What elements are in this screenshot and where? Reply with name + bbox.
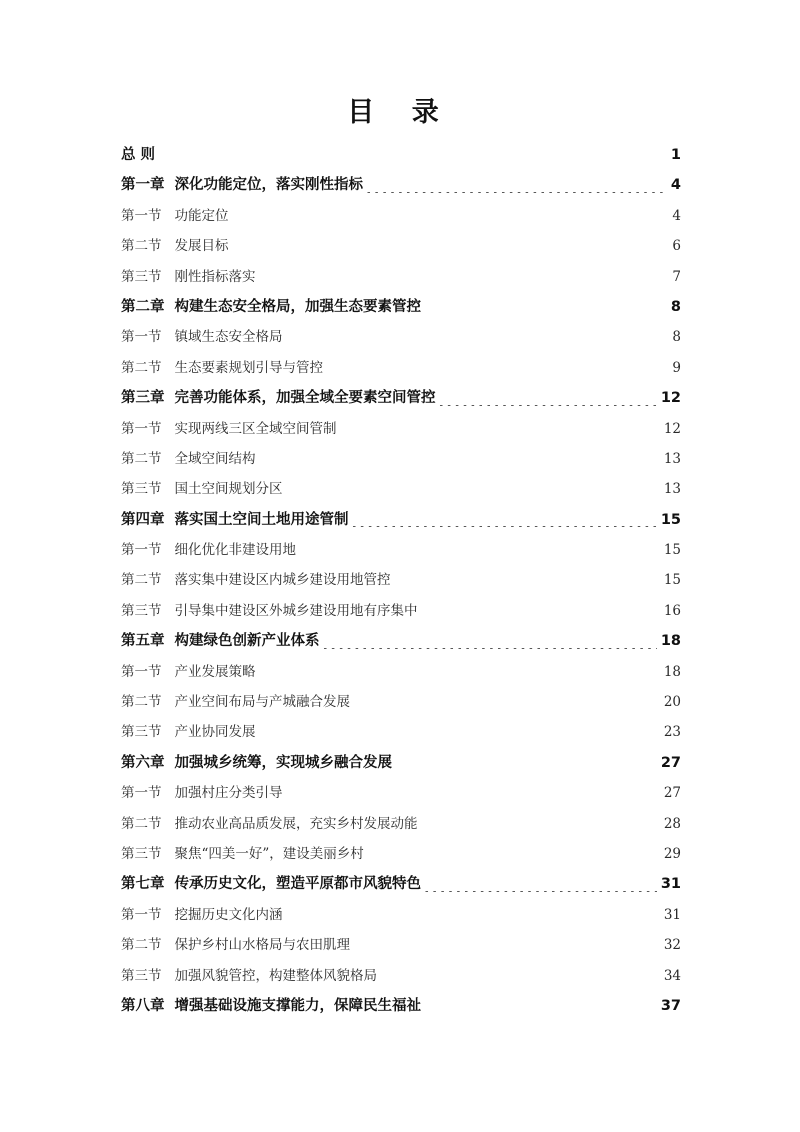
toc-dot-leader — [439, 391, 657, 406]
toc-dot-leader — [424, 877, 657, 892]
toc-section-entry[interactable] — [121, 535, 681, 565]
toc-dot-leader — [394, 574, 660, 588]
toc-entry-title: 产业协同发展 — [174, 724, 256, 741]
toc-entry-title: 增强基础设施支撑能力，保障民生福祉 — [174, 997, 421, 1014]
toc-dot-leader — [299, 544, 660, 558]
toc-dot-leader — [353, 939, 660, 953]
toc-entry-label — [121, 201, 229, 231]
toc-entry-label — [121, 353, 323, 383]
toc-entry-number: 第三节 — [121, 724, 162, 741]
toc-section-entry[interactable] — [121, 231, 681, 261]
toc-page-number: 32 — [663, 937, 681, 954]
toc-entry-label — [121, 535, 296, 565]
toc-entry-label — [121, 839, 364, 869]
toc-entry-number: 第一节 — [121, 785, 162, 802]
toc-chapter-entry[interactable] — [121, 869, 681, 899]
toc-entry-number: 第一节 — [121, 542, 162, 559]
toc-dot-leader — [367, 847, 660, 861]
toc-chapter-entry[interactable] — [121, 505, 681, 535]
toc-entry-label — [121, 626, 320, 656]
toc-entry-label — [121, 991, 421, 1021]
toc-page-number: 28 — [663, 815, 681, 832]
toc-entry-title: 功能定位 — [174, 207, 229, 224]
toc-page-number: 37 — [660, 997, 681, 1014]
toc-chapter-entry[interactable] — [121, 292, 681, 322]
toc-page-number: 18 — [663, 663, 681, 680]
toc-dot-leader — [421, 817, 660, 831]
toc-entry-title: 聚焦“四美一好”，建设美丽乡村 — [174, 845, 364, 862]
toc-entry-label — [121, 231, 229, 261]
toc-entry-label — [121, 414, 337, 444]
toc-dot-leader — [259, 726, 660, 740]
toc-entry-label — [121, 717, 256, 747]
toc-page-number: 9 — [672, 359, 681, 376]
toc-entry-title: 推动农业高品质发展，充实乡村发展动能 — [174, 815, 418, 832]
toc-section-entry[interactable] — [121, 596, 681, 626]
toc-page-number: 8 — [672, 329, 681, 346]
toc-section-entry[interactable] — [121, 322, 681, 352]
toc-entry-label — [121, 596, 418, 626]
toc-entry-number: 第一节 — [121, 663, 162, 680]
toc-entry-title: 发展目标 — [174, 238, 229, 255]
toc-section-entry[interactable] — [121, 565, 681, 595]
toc-page-number: 20 — [663, 694, 681, 711]
toc-entry-number: 第一节 — [121, 329, 162, 346]
toc-dot-leader — [352, 513, 657, 528]
toc-entry-title: 产业发展策略 — [174, 663, 256, 680]
toc-dot-leader — [366, 178, 667, 193]
toc-chapter-entry[interactable] — [121, 748, 681, 778]
toc-page-number: 4 — [672, 207, 681, 224]
toc-chapter-entry[interactable] — [121, 140, 681, 170]
toc-section-entry[interactable] — [121, 778, 681, 808]
toc-page-number: 16 — [663, 602, 681, 619]
toc-entry-number: 第三节 — [121, 602, 162, 619]
toc-entry-title: 落实国土空间土地用途管制 — [174, 511, 349, 528]
toc-section-entry[interactable] — [121, 201, 681, 231]
toc-entry-number: 第六章 — [121, 754, 165, 771]
toc-entry-label — [121, 869, 421, 899]
toc-entry-title: 构建生态安全格局，加强生态要素管控 — [174, 298, 421, 315]
toc-section-entry[interactable] — [121, 262, 681, 292]
toc-page-number: 12 — [663, 420, 681, 437]
toc-entry-number: 第三节 — [121, 845, 162, 862]
toc-entry-title: 产业空间布局与产城融合发展 — [174, 694, 350, 711]
toc-entry-number: 第五章 — [121, 633, 165, 650]
toc-dot-leader — [259, 452, 660, 466]
toc-entry-number: 第二节 — [121, 937, 162, 954]
toc-section-entry[interactable] — [121, 687, 681, 717]
toc-dot-leader — [286, 331, 669, 345]
toc-chapter-entry[interactable] — [121, 991, 681, 1021]
toc-entry-title: 保护乡村山水格局与农田肌理 — [174, 937, 350, 954]
toc-entry-number: 第三章 — [121, 390, 165, 407]
toc-section-entry[interactable] — [121, 900, 681, 930]
toc-page-number: 13 — [663, 481, 681, 498]
toc-dot-leader — [232, 240, 669, 254]
toc-entry-title: 引导集中建设区外城乡建设用地有序集中 — [174, 602, 418, 619]
toc-entry-label — [121, 687, 350, 717]
toc-dot-leader — [326, 361, 668, 375]
toc-section-entry[interactable] — [121, 839, 681, 869]
toc-entry-title: 全域空间结构 — [174, 450, 256, 467]
toc-entry-label — [121, 322, 283, 352]
toc-entry-number: 第二节 — [121, 450, 162, 467]
toc-page-number: 31 — [660, 876, 681, 893]
toc-page-number: 34 — [663, 967, 681, 984]
toc-page-number: 1 — [670, 147, 681, 163]
toc-page-number: 15 — [663, 572, 681, 589]
toc-section-entry[interactable] — [121, 353, 681, 383]
toc-entry-label — [121, 748, 392, 778]
toc-entry-title: 加强城乡统筹，实现城乡融合发展 — [174, 754, 392, 771]
toc-page-number: 29 — [663, 845, 681, 862]
toc-entry-label — [121, 292, 421, 322]
toc-chapter-entry[interactable] — [121, 170, 681, 200]
toc-page-number: 27 — [663, 785, 681, 802]
toc-dot-leader — [353, 695, 660, 709]
toc-section-entry[interactable] — [121, 961, 681, 991]
toc-dot-leader — [259, 665, 660, 679]
toc-dot-leader — [421, 604, 660, 618]
toc-dot-leader — [323, 634, 657, 649]
toc-dot-leader — [259, 270, 669, 284]
toc-section-entry[interactable] — [121, 444, 681, 474]
toc-entry-number: 第四章 — [121, 511, 165, 528]
toc-entry-number: 第三节 — [121, 967, 162, 984]
toc-page-number: 4 — [670, 177, 681, 194]
toc-entry-number: 第一节 — [121, 906, 162, 923]
toc-section-entry[interactable] — [121, 717, 681, 747]
toc-section-entry[interactable] — [121, 414, 681, 444]
toc-entry-label — [121, 961, 377, 991]
toc-entry-title: 加强风貌管控，构建整体风貌格局 — [174, 967, 377, 984]
toc-entry-label — [121, 565, 391, 595]
page-title: 目 录 — [347, 97, 453, 128]
toc-page-number: 8 — [670, 298, 681, 315]
toc-dot-leader — [424, 999, 657, 1014]
toc-entry-title: 生态要素规划引导与管控 — [174, 359, 323, 376]
toc-entry-label — [121, 262, 256, 292]
toc-section-entry[interactable] — [121, 657, 681, 687]
toc-section-entry[interactable] — [121, 809, 681, 839]
toc-entry-label — [121, 383, 436, 413]
toc-entry-number: 第二节 — [121, 572, 162, 589]
toc-page-number: 6 — [672, 238, 681, 255]
toc-chapter-entry[interactable] — [121, 383, 681, 413]
toc-entry-label — [121, 140, 155, 170]
toc-page-number: 18 — [660, 633, 681, 650]
toc-section-entry[interactable] — [121, 930, 681, 960]
table-of-contents — [121, 140, 681, 1021]
toc-entry-title: 细化优化非建设用地 — [174, 542, 296, 559]
toc-page-number: 12 — [660, 390, 681, 407]
toc-page-number: 23 — [663, 724, 681, 741]
toc-entry-number: 第二节 — [121, 815, 162, 832]
toc-entry-label — [121, 444, 256, 474]
toc-entry-number: 第一章 — [121, 177, 165, 194]
toc-entry-label — [121, 657, 256, 687]
toc-entry-label — [121, 809, 418, 839]
toc-dot-leader — [286, 483, 660, 497]
toc-entry-number: 第一节 — [121, 420, 162, 437]
toc-entry-title: 完善功能体系，加强全域全要素空间管控 — [174, 390, 436, 407]
toc-dot-leader — [286, 908, 660, 922]
toc-entry-title: 传承历史文化，塑造平原都市风貌特色 — [174, 876, 421, 893]
toc-entry-title: 国土空间规划分区 — [174, 481, 283, 498]
toc-entry-number: 第八章 — [121, 997, 165, 1014]
toc-entry-number: 总 则 — [121, 147, 156, 163]
toc-dot-leader — [286, 787, 660, 801]
toc-entry-number: 第二节 — [121, 694, 162, 711]
toc-entry-label — [121, 170, 363, 200]
toc-dot-leader — [232, 209, 669, 223]
toc-entry-title: 构建绿色创新产业体系 — [174, 633, 320, 650]
toc-entry-label — [121, 505, 349, 535]
toc-entry-title: 镇域生态安全格局 — [174, 329, 283, 346]
toc-section-entry[interactable] — [121, 474, 681, 504]
toc-dot-leader — [395, 756, 657, 771]
toc-entry-title: 深化功能定位，落实刚性指标 — [174, 177, 363, 194]
toc-entry-number: 第三节 — [121, 268, 162, 285]
toc-page-number: 27 — [660, 754, 681, 771]
toc-dot-leader — [340, 422, 660, 436]
toc-entry-label — [121, 930, 350, 960]
toc-entry-title: 加强村庄分类引导 — [174, 785, 283, 802]
toc-entry-title: 实现两线三区全域空间管制 — [174, 420, 337, 437]
toc-entry-label — [121, 900, 283, 930]
toc-entry-number: 第三节 — [121, 481, 162, 498]
toc-entry-title: 挖掘历史文化内涵 — [174, 906, 283, 923]
toc-page-number: 31 — [663, 906, 681, 923]
toc-dot-leader — [158, 148, 667, 163]
toc-page-number: 15 — [660, 511, 681, 528]
toc-dot-leader — [380, 969, 660, 983]
toc-entry-number: 第一节 — [121, 207, 162, 224]
toc-entry-number: 第二章 — [121, 298, 165, 315]
toc-page-number: 13 — [663, 450, 681, 467]
toc-entry-number: 第二节 — [121, 359, 162, 376]
toc-entry-title: 刚性指标落实 — [174, 268, 256, 285]
toc-chapter-entry[interactable] — [121, 626, 681, 656]
toc-dot-leader — [424, 300, 667, 315]
toc-entry-label — [121, 474, 283, 504]
toc-entry-number: 第二节 — [121, 238, 162, 255]
toc-entry-title: 落实集中建设区内城乡建设用地管控 — [174, 572, 391, 589]
toc-page-number: 7 — [672, 268, 681, 285]
toc-page-number: 15 — [663, 542, 681, 559]
toc-entry-label — [121, 778, 283, 808]
toc-entry-number: 第七章 — [121, 876, 165, 893]
